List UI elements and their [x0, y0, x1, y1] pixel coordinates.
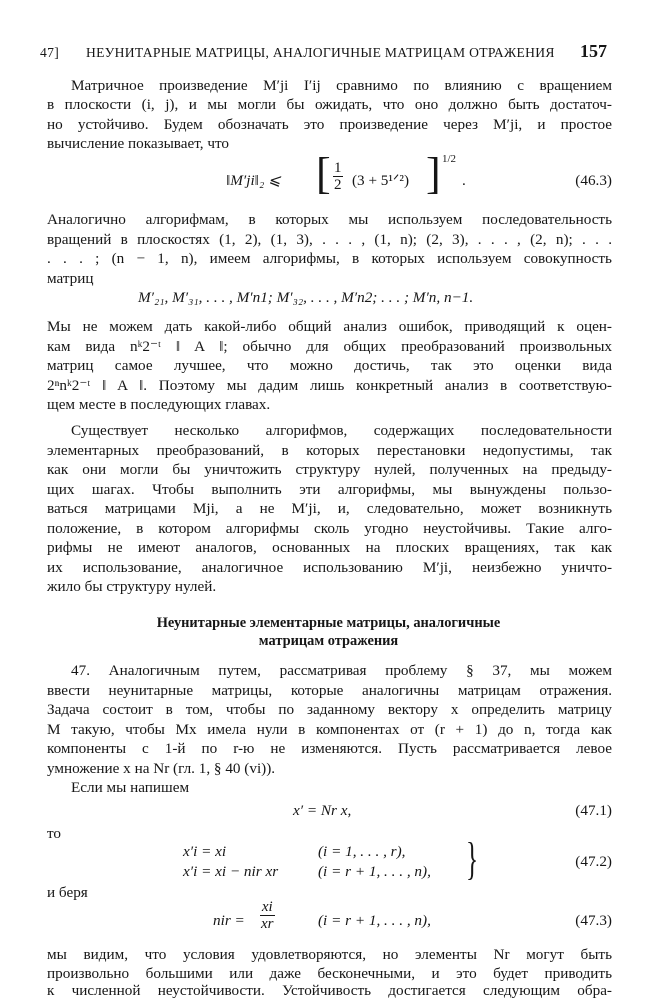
text-line: мы видим, что условия удовлетворяются, но элементы Nr могут быть [47, 946, 612, 963]
text-line: Существует несколько алгорифмов, содержащих последовательности [71, 422, 612, 439]
text-line: ваться матрицами Mji, а не M′ji, и, следовательно, может возникнуть [47, 500, 612, 517]
frac-denominator: 2 [334, 177, 342, 193]
text-line: вращений в плоскостях (1, 2), (1, 3), . . . , (1, n); (2, 3), . . . , (2, n); . . . [47, 231, 612, 248]
text-line: Мы не можем дать какой-либо общий анализ ошибок, приводящий к оцен- [47, 318, 612, 335]
frac-numerator: xi [261, 899, 273, 915]
section-heading-line2: матрицам отражения [258, 633, 399, 649]
text-line: 2ⁿnᵏ2⁻ᵗ ‖ A ‖. Поэтому мы дадим лишь конкретный анализ в соответствую- [47, 377, 612, 394]
equation-47-1: x′ = Nr x, [293, 802, 352, 819]
page-number: 157 [580, 41, 607, 61]
text-line: Матричное произведение M′ji I′ij сравнимо по влиянию с вращением [71, 77, 612, 94]
text-line: Если мы напишем [71, 779, 190, 796]
text-line: рифмы не имеют аналогов, основанных на плоских вращениях, так как [47, 539, 612, 556]
text-line: Задача состоит в том, чтобы по заданному вектору x определить матрицу [47, 701, 612, 718]
text-line: 47. Аналогичным путем, рассматривая проблему § 37, мы можем [71, 662, 612, 679]
text-line: кам вида nᵏ2⁻ᵗ ‖ A ‖; обычно для общих преобразований произвольных [47, 338, 612, 355]
text-line: жило бы структуру нулей. [47, 578, 217, 595]
right-brace: } [466, 833, 479, 884]
text-line: положение, в котором алгорифмы сколь угодно неустойчивы. Такие алго- [47, 520, 612, 537]
matrix-sequence: M′₂₁, M′₃₁, . . . , M′n1; M′₃₂, . . . , M′n2; . . . ; M′n, n−1. [138, 289, 474, 306]
eq-rhs: (3 + 5¹ᐟ²) [352, 172, 409, 189]
eq-line2-cond: (i = r + 1, . . . , n), [318, 863, 431, 880]
text-line: к численной неустойчивости. Устойчивость достигается следующим обра- [47, 982, 612, 999]
text-line: и беря [47, 884, 88, 901]
text-line: . . . ; (n − 1, n), имеем алгорифмы, в которых используем совокупность [47, 250, 612, 267]
eq-number: (47.1) [575, 802, 612, 819]
right-bracket: ] [426, 149, 441, 198]
left-bracket: [ [316, 149, 331, 198]
text-line: щем месте в последующих главах. [47, 396, 271, 413]
text-line: ввести неунитарные матрицы, которые аналогичны матрицам отражения. [47, 682, 612, 699]
eq-number: (47.3) [575, 912, 612, 929]
eq-line2-lhs: x′i = xi − nir xr [183, 863, 279, 880]
eq-cond: (i = r + 1, . . . , n), [318, 912, 431, 929]
eq-line1-cond: (i = 1, . . . , r), [318, 843, 406, 860]
text-line: матриц самое лучшее, что можно достичь, так это оценки вида [47, 357, 612, 374]
text-line: Аналогично алгорифмам, в которых мы используем последовательность [47, 211, 612, 228]
frac-numerator: 1 [334, 160, 342, 176]
eq-lhs: ‖M′ji‖₂ ⩽ [226, 172, 281, 189]
text-line: в плоскости (i, j), и мы могли бы ожидать, что оно должно быть достаточ- [47, 96, 612, 113]
text-line: произвольно большими или даже бесконечными, и это будет приводить [47, 965, 612, 982]
eq-dot: . [462, 172, 466, 189]
section-heading-line1: Неунитарные элементарные матрицы, аналогичные [156, 615, 501, 631]
text-line: то [47, 825, 62, 842]
text-line: как они могли бы уничтожить структуру нулей, полученных на предыду- [47, 461, 612, 478]
eq-line1-lhs: x′i = xi [183, 843, 227, 860]
fraction-xi-over-xr [260, 899, 275, 932]
text-line: компоненты с 1-й по r-ю не изменяются. Пусть рассматривается левое [47, 740, 612, 757]
text-line: умножение x на Nr (гл. 1, § 40 (vi)). [47, 760, 276, 777]
text-line: вычисление показывает, что [47, 135, 230, 152]
eq-number: (47.2) [575, 853, 612, 870]
frac-denominator: xr [261, 916, 274, 932]
text-line: матриц [47, 270, 94, 287]
header-title: НЕУНИТАРНЫЕ МАТРИЦЫ, АНАЛОГИЧНЫЕ МАТРИЦАМ ОТРАЖЕНИЯ [86, 45, 555, 60]
header-section-ref: 47] [40, 45, 60, 60]
text-line: элементарных преобразований, в которых перестановки недопустимы, так [47, 442, 612, 459]
fraction-one-half [333, 160, 343, 193]
text-line: M такую, чтобы Mx имела нули в компонентах от (r + 1) до n, тогда как [47, 721, 612, 738]
text-line: но устойчиво. Будем обозначать это произведение через M′ji, и простое [47, 116, 612, 133]
text-line: щих шагах. Чтобы выполнить эти алгорифмы, мы вынуждены пользо- [47, 481, 612, 498]
text-line: их использование, аналогичное использованию M′ji, неизбежно уничто- [47, 559, 612, 576]
outer-exponent: 1/2 [442, 153, 457, 165]
eq-number: (46.3) [575, 172, 612, 189]
eq-lhs: nir = [213, 912, 245, 929]
